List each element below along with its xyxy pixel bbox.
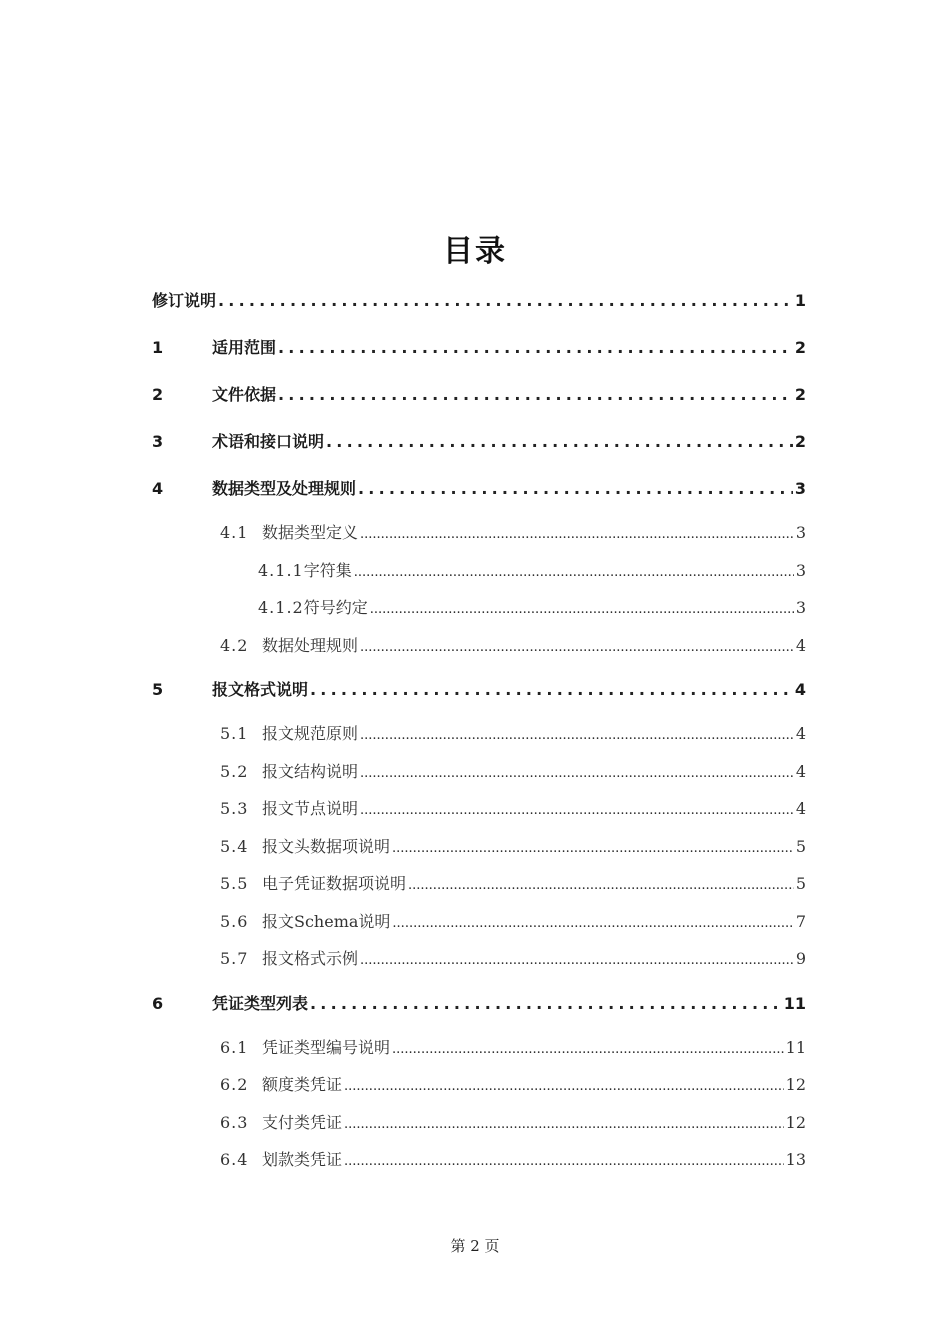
toc-entry[interactable]	[152, 518, 806, 556]
toc-entry-label: 数据类型及处理规则	[212, 479, 357, 498]
toc-entry-number: 5.6	[220, 911, 249, 931]
toc-leader	[392, 907, 793, 939]
toc-entry[interactable]	[152, 719, 806, 757]
toc-entry[interactable]	[152, 944, 806, 982]
toc-entry-page: 5	[795, 874, 806, 893]
toc-entry-page: 1	[794, 291, 806, 310]
toc-entry-page: 3	[795, 560, 806, 580]
toc-entry-number: 4.2	[220, 635, 249, 655]
toc-leader	[354, 556, 794, 588]
toc-entry[interactable]	[152, 631, 806, 669]
toc-entry-number: 5.5	[220, 874, 249, 893]
page-footer: 第 2 页	[450, 1237, 500, 1255]
toc-entry[interactable]	[152, 672, 806, 719]
toc-entry[interactable]	[152, 1033, 806, 1071]
toc-entry-number: 4	[152, 479, 164, 498]
toc-entry-label: 报文结构说明	[262, 761, 359, 781]
toc-entry-number: 2	[152, 385, 164, 404]
toc-leader	[278, 330, 793, 366]
toc-entry-number: 5.7	[220, 949, 249, 968]
toc-title: 目录	[443, 234, 507, 269]
toc-leader	[360, 631, 794, 663]
toc-entry[interactable]	[152, 556, 806, 594]
toc-entry-page: 4	[795, 635, 806, 655]
toc-entry-number: 5.4	[220, 836, 249, 856]
toc-entry[interactable]	[152, 283, 806, 330]
toc-leader	[344, 1145, 784, 1177]
toc-entry-number: 5.2	[220, 761, 249, 781]
toc-leader	[218, 283, 793, 319]
toc-leader	[344, 1070, 784, 1102]
toc-entry-label: 支付类凭证	[262, 1112, 343, 1132]
toc-entry-label: 适用范围	[212, 338, 277, 357]
toc-entry-label: 额度类凭证	[262, 1075, 343, 1094]
toc-entry-label: 字符集	[303, 560, 352, 580]
toc-entry[interactable]	[152, 1108, 806, 1146]
toc-entry-number: 6	[152, 993, 164, 1013]
toc-entry-label: 报文格式示例	[262, 949, 359, 968]
toc-leader	[360, 719, 794, 751]
toc-entry-page: 7	[795, 911, 806, 931]
toc-entry-label: 报文头数据项说明	[262, 836, 391, 856]
toc-leader	[360, 518, 794, 550]
toc-entry-page: 3	[795, 598, 806, 617]
toc-leader	[370, 593, 794, 625]
toc-entry-number: 4.1.2	[258, 598, 304, 617]
toc-entry-number: 5.3	[220, 799, 249, 818]
toc-entry-label: 电子凭证数据项说明	[262, 874, 407, 893]
toc-entry-number: 6.3	[220, 1112, 249, 1132]
toc-entry[interactable]	[152, 593, 806, 631]
toc-entry-page: 12	[785, 1112, 806, 1132]
toc-entry-label: 报文Schema说明	[262, 911, 391, 931]
toc-entry-number: 6.1	[220, 1037, 249, 1057]
toc-entry[interactable]	[152, 869, 806, 907]
toc-entry-number: 4.1	[220, 523, 249, 542]
toc-entry[interactable]	[152, 1070, 806, 1108]
toc-entry-label: 符号约定	[303, 598, 368, 617]
toc-entry[interactable]	[152, 907, 806, 945]
toc-entry-page: 4	[794, 680, 806, 699]
toc-leader	[278, 377, 793, 413]
toc-entry-label: 报文格式说明	[212, 680, 309, 699]
toc-entry[interactable]	[152, 757, 806, 795]
toc-entry[interactable]	[152, 471, 806, 518]
toc-entry-number: 4.1.1	[258, 560, 304, 580]
toc-entry-label: 数据处理规则	[262, 635, 359, 655]
toc-entry[interactable]	[152, 1145, 806, 1183]
toc-entry[interactable]	[152, 794, 806, 832]
toc-entry-page: 11	[785, 1037, 806, 1057]
toc-entry-page: 4	[795, 724, 806, 743]
toc-entry-label: 术语和接口说明	[212, 432, 325, 451]
toc-entry-number: 3	[152, 432, 164, 451]
toc-leader	[358, 471, 793, 507]
toc-entry-number: 1	[152, 338, 164, 357]
toc-entry-page: 5	[795, 836, 806, 856]
toc-list	[152, 283, 806, 1183]
toc-entry[interactable]	[152, 986, 806, 1033]
toc-leader	[360, 757, 794, 789]
toc-entry-page: 11	[783, 993, 806, 1013]
toc-entry-label: 修订说明	[152, 291, 217, 310]
toc-entry-page: 4	[795, 799, 806, 818]
toc-entry-number: 5	[152, 680, 164, 699]
toc-entry-number: 6.4	[220, 1150, 249, 1169]
toc-entry-number: 5.1	[220, 724, 249, 743]
toc-leader	[392, 832, 794, 864]
toc-leader	[310, 672, 793, 708]
toc-leader	[360, 944, 794, 976]
toc-leader	[344, 1108, 784, 1140]
toc-entry-number: 6.2	[220, 1075, 249, 1094]
toc-entry-page: 2	[794, 385, 806, 404]
toc-entry-label: 划款类凭证	[262, 1150, 343, 1169]
toc-entry-page: 12	[785, 1075, 806, 1094]
toc-entry[interactable]	[152, 330, 806, 377]
toc-entry-page: 9	[795, 949, 806, 968]
toc-leader	[408, 869, 794, 901]
toc-leader	[392, 1033, 784, 1065]
toc-entry[interactable]	[152, 377, 806, 424]
toc-entry-page: 3	[794, 479, 806, 498]
toc-leader	[310, 986, 782, 1022]
toc-entry-page: 4	[795, 761, 806, 781]
toc-entry-label: 报文节点说明	[262, 799, 359, 818]
toc-entry[interactable]	[152, 832, 806, 870]
toc-leader	[360, 794, 794, 826]
toc-entry[interactable]	[152, 424, 806, 471]
toc-entry-page: 3	[795, 523, 806, 542]
toc-entry-label: 凭证类型列表	[212, 993, 309, 1013]
toc-leader	[326, 424, 793, 460]
toc-entry-label: 报文规范原则	[262, 724, 359, 743]
toc-entry-label: 数据类型定义	[262, 523, 359, 542]
toc-entry-page: 13	[785, 1150, 806, 1169]
toc-entry-label: 文件依据	[212, 385, 277, 404]
toc-entry-page: 2	[794, 432, 806, 451]
toc-entry-label: 凭证类型编号说明	[262, 1037, 391, 1057]
toc-entry-page: 2	[794, 338, 806, 357]
